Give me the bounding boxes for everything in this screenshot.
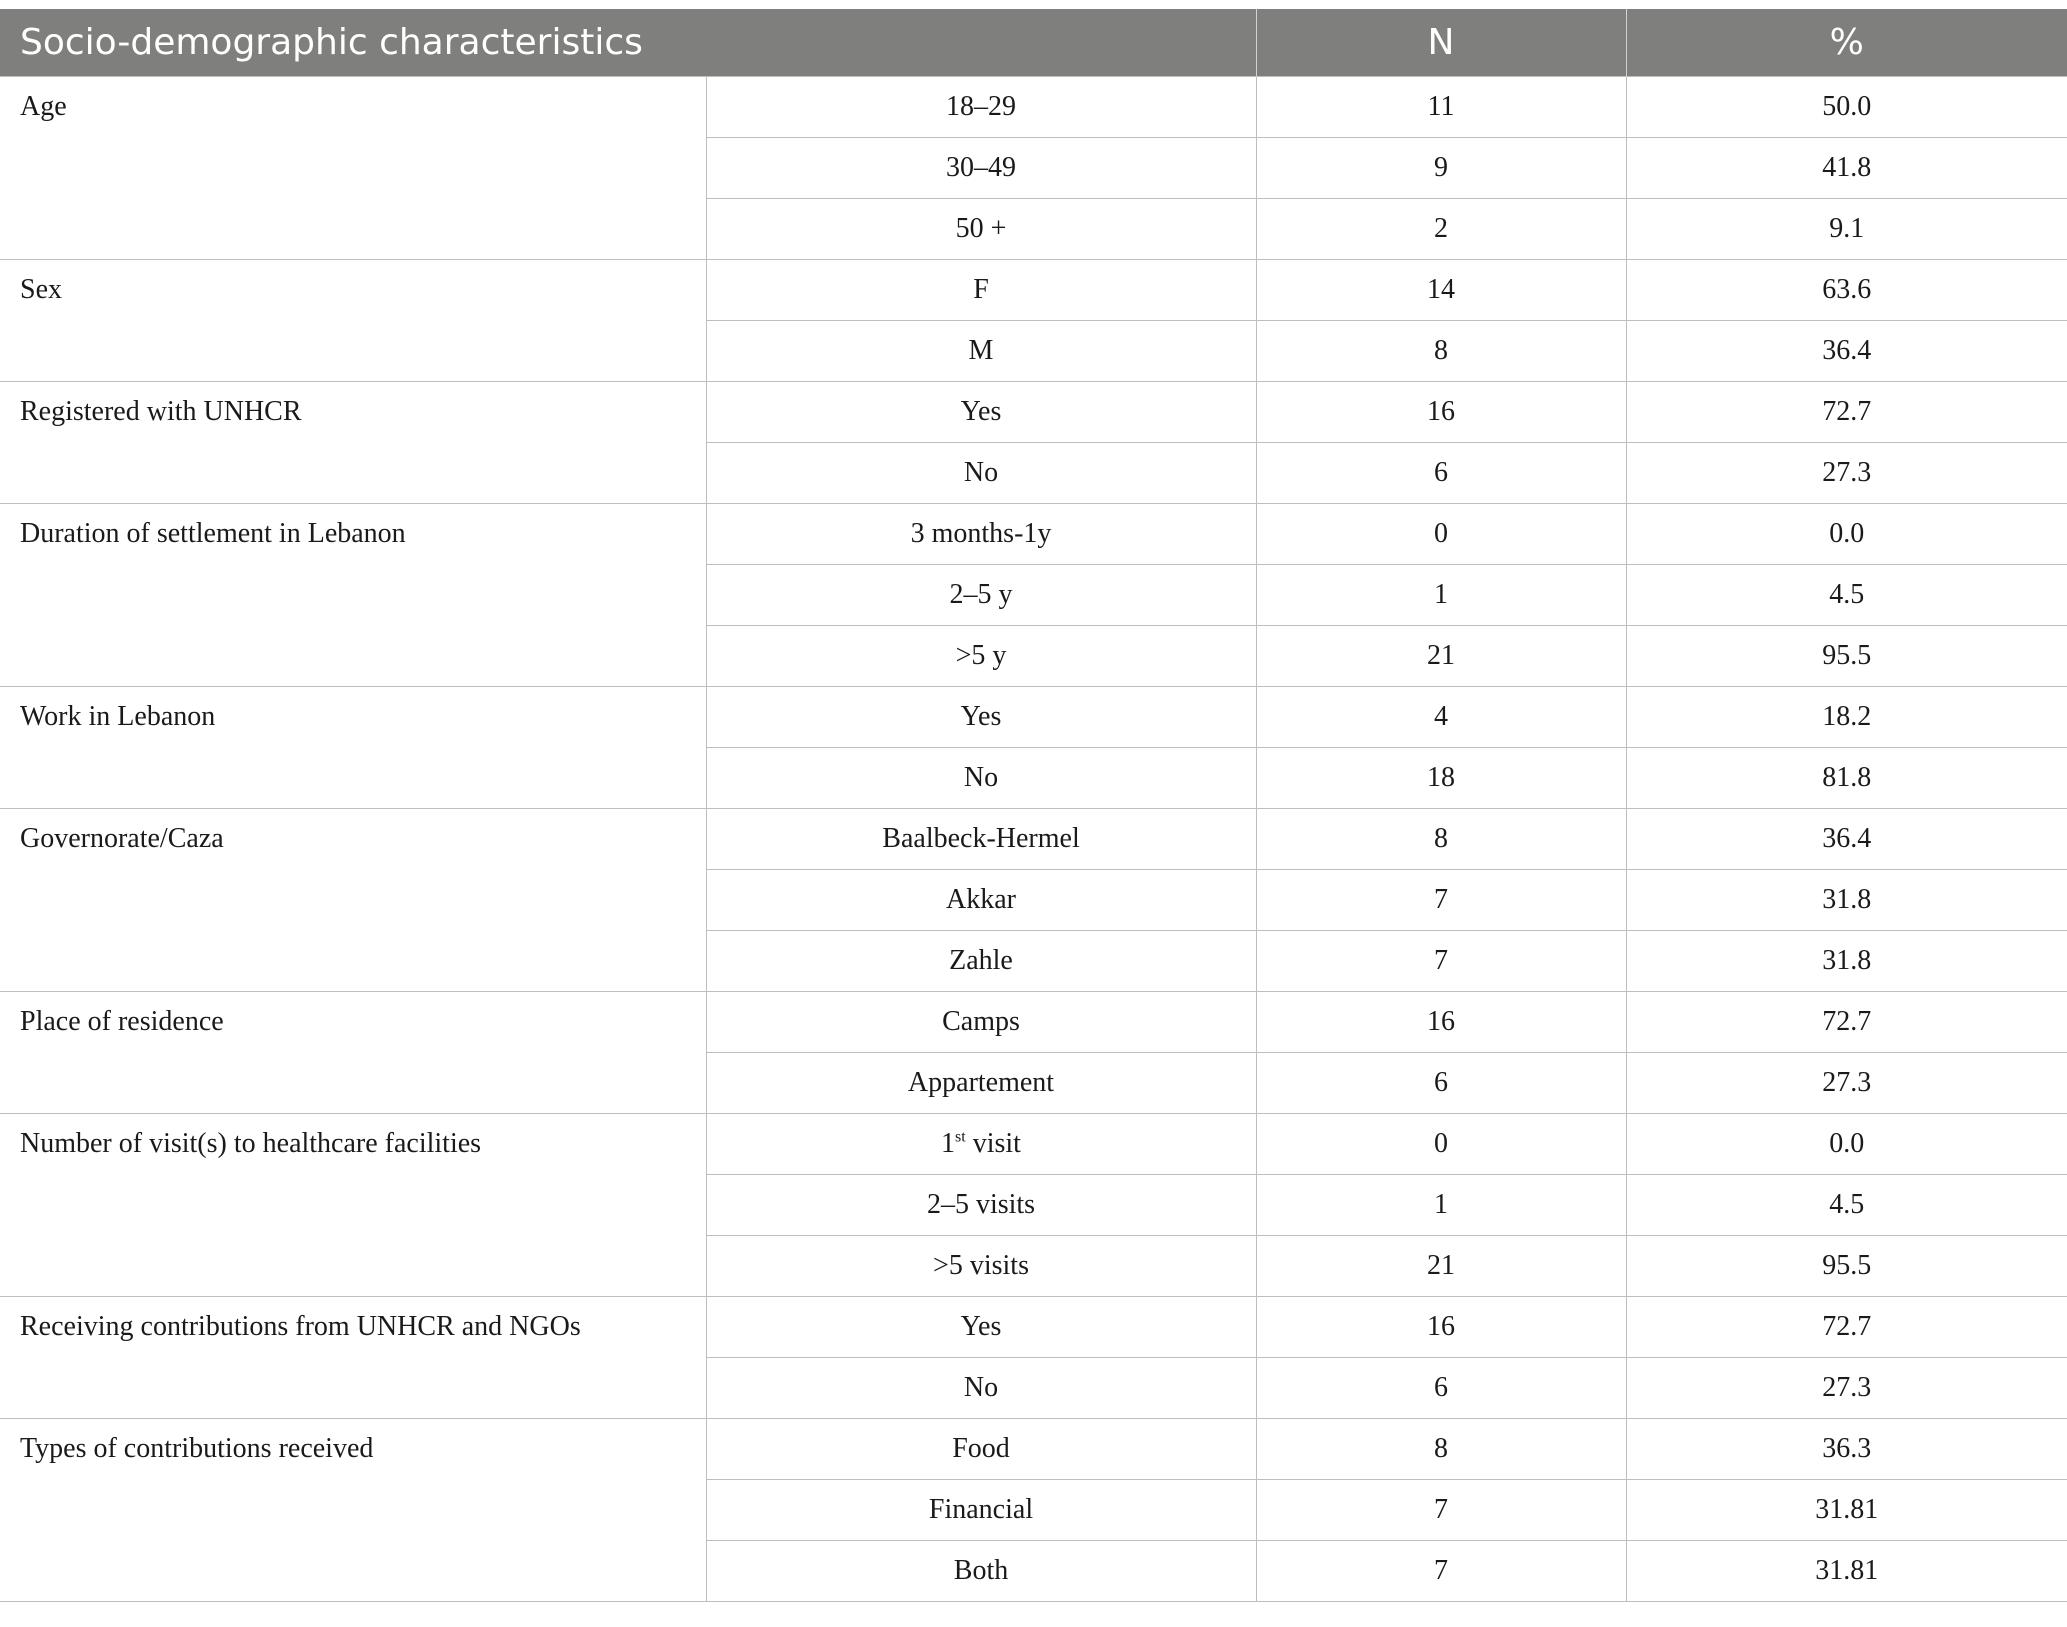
characteristic-label: Receiving contributions from UNHCR and NGOs: [0, 1297, 706, 1419]
percent-cell: 72.7: [1626, 992, 2067, 1053]
header-n: N: [1256, 9, 1626, 77]
count-cell: 7: [1256, 870, 1626, 931]
percent-cell: 63.6: [1626, 260, 2067, 321]
category-text-suffix: visit: [965, 1128, 1021, 1159]
category-cell: M: [706, 321, 1256, 382]
count-cell: 11: [1256, 77, 1626, 138]
characteristic-label: Place of residence: [0, 992, 706, 1114]
percent-cell: 27.3: [1626, 443, 2067, 504]
count-cell: 9: [1256, 138, 1626, 199]
table-row: [0, 809, 2067, 870]
category-cell: 2–5 visits: [706, 1175, 1256, 1236]
count-cell: 7: [1256, 931, 1626, 992]
characteristic-label: Registered with UNHCR: [0, 382, 706, 504]
count-cell: 7: [1256, 1480, 1626, 1541]
header-row: [0, 9, 2067, 77]
percent-cell: 36.4: [1626, 321, 2067, 382]
percent-cell: 72.7: [1626, 382, 2067, 443]
percent-cell: 27.3: [1626, 1053, 2067, 1114]
category-cell: Yes: [706, 1297, 1256, 1358]
category-cell: [706, 1114, 1256, 1175]
count-cell: 8: [1256, 1419, 1626, 1480]
category-cell: No: [706, 1358, 1256, 1419]
category-cell: F: [706, 260, 1256, 321]
count-cell: 6: [1256, 1358, 1626, 1419]
table-body: [0, 77, 2067, 1602]
table-row: [0, 687, 2067, 748]
percent-cell: 72.7: [1626, 1297, 2067, 1358]
count-cell: 1: [1256, 1175, 1626, 1236]
table-row: [0, 1419, 2067, 1480]
table-row: [0, 504, 2067, 565]
count-cell: 16: [1256, 1297, 1626, 1358]
count-cell: 0: [1256, 504, 1626, 565]
category-cell: 2–5 y: [706, 565, 1256, 626]
category-cell: Camps: [706, 992, 1256, 1053]
percent-cell: 31.81: [1626, 1541, 2067, 1602]
percent-cell: 36.4: [1626, 809, 2067, 870]
percent-cell: 50.0: [1626, 77, 2067, 138]
header-percent: %: [1626, 9, 2067, 77]
category-cell: No: [706, 748, 1256, 809]
percent-cell: 9.1: [1626, 199, 2067, 260]
table-header: [0, 9, 2067, 77]
category-cell: >5 visits: [706, 1236, 1256, 1297]
count-cell: 7: [1256, 1541, 1626, 1602]
count-cell: 21: [1256, 1236, 1626, 1297]
count-cell: 21: [1256, 626, 1626, 687]
percent-cell: 81.8: [1626, 748, 2067, 809]
percent-cell: 95.5: [1626, 1236, 2067, 1297]
percent-cell: 41.8: [1626, 138, 2067, 199]
category-cell: 18–29: [706, 77, 1256, 138]
characteristic-label: Types of contributions received: [0, 1419, 706, 1602]
percent-cell: 36.3: [1626, 1419, 2067, 1480]
percent-cell: 31.8: [1626, 870, 2067, 931]
count-cell: 8: [1256, 809, 1626, 870]
percent-cell: 4.5: [1626, 1175, 2067, 1236]
table-row: [0, 382, 2067, 443]
table-row: [0, 260, 2067, 321]
category-cell: Financial: [706, 1480, 1256, 1541]
characteristic-label: Age: [0, 77, 706, 260]
category-cell: Baalbeck-Hermel: [706, 809, 1256, 870]
count-cell: 0: [1256, 1114, 1626, 1175]
category-cell: 50 +: [706, 199, 1256, 260]
category-cell: Yes: [706, 382, 1256, 443]
category-superscript: st: [955, 1128, 966, 1146]
count-cell: 6: [1256, 443, 1626, 504]
category-cell: Akkar: [706, 870, 1256, 931]
percent-cell: 27.3: [1626, 1358, 2067, 1419]
characteristic-label: Governorate/Caza: [0, 809, 706, 992]
count-cell: 6: [1256, 1053, 1626, 1114]
percent-cell: 31.8: [1626, 931, 2067, 992]
socio-demographic-table: [0, 9, 2067, 1602]
category-cell: 30–49: [706, 138, 1256, 199]
header-characteristic: Socio-demographic characteristics: [0, 9, 1256, 77]
count-cell: 16: [1256, 992, 1626, 1053]
count-cell: 18: [1256, 748, 1626, 809]
percent-cell: 0.0: [1626, 1114, 2067, 1175]
characteristic-label: Number of visit(s) to healthcare facilities: [0, 1114, 706, 1297]
category-cell: No: [706, 443, 1256, 504]
characteristic-label: Sex: [0, 260, 706, 382]
category-cell: Food: [706, 1419, 1256, 1480]
category-cell: Appartement: [706, 1053, 1256, 1114]
table-row: [0, 77, 2067, 138]
count-cell: 8: [1256, 321, 1626, 382]
category-text: 1: [941, 1128, 956, 1159]
count-cell: 14: [1256, 260, 1626, 321]
table-row: [0, 1297, 2067, 1358]
count-cell: 16: [1256, 382, 1626, 443]
percent-cell: 95.5: [1626, 626, 2067, 687]
percent-cell: 4.5: [1626, 565, 2067, 626]
count-cell: 4: [1256, 687, 1626, 748]
characteristic-label: Duration of settlement in Lebanon: [0, 504, 706, 687]
count-cell: 2: [1256, 199, 1626, 260]
category-cell: Yes: [706, 687, 1256, 748]
category-cell: Both: [706, 1541, 1256, 1602]
category-cell: Zahle: [706, 931, 1256, 992]
table-row: [0, 1114, 2067, 1175]
percent-cell: 0.0: [1626, 504, 2067, 565]
category-cell: >5 y: [706, 626, 1256, 687]
count-cell: 1: [1256, 565, 1626, 626]
category-cell: 3 months-1y: [706, 504, 1256, 565]
percent-cell: 18.2: [1626, 687, 2067, 748]
table-row: [0, 992, 2067, 1053]
characteristic-label: Work in Lebanon: [0, 687, 706, 809]
percent-cell: 31.81: [1626, 1480, 2067, 1541]
